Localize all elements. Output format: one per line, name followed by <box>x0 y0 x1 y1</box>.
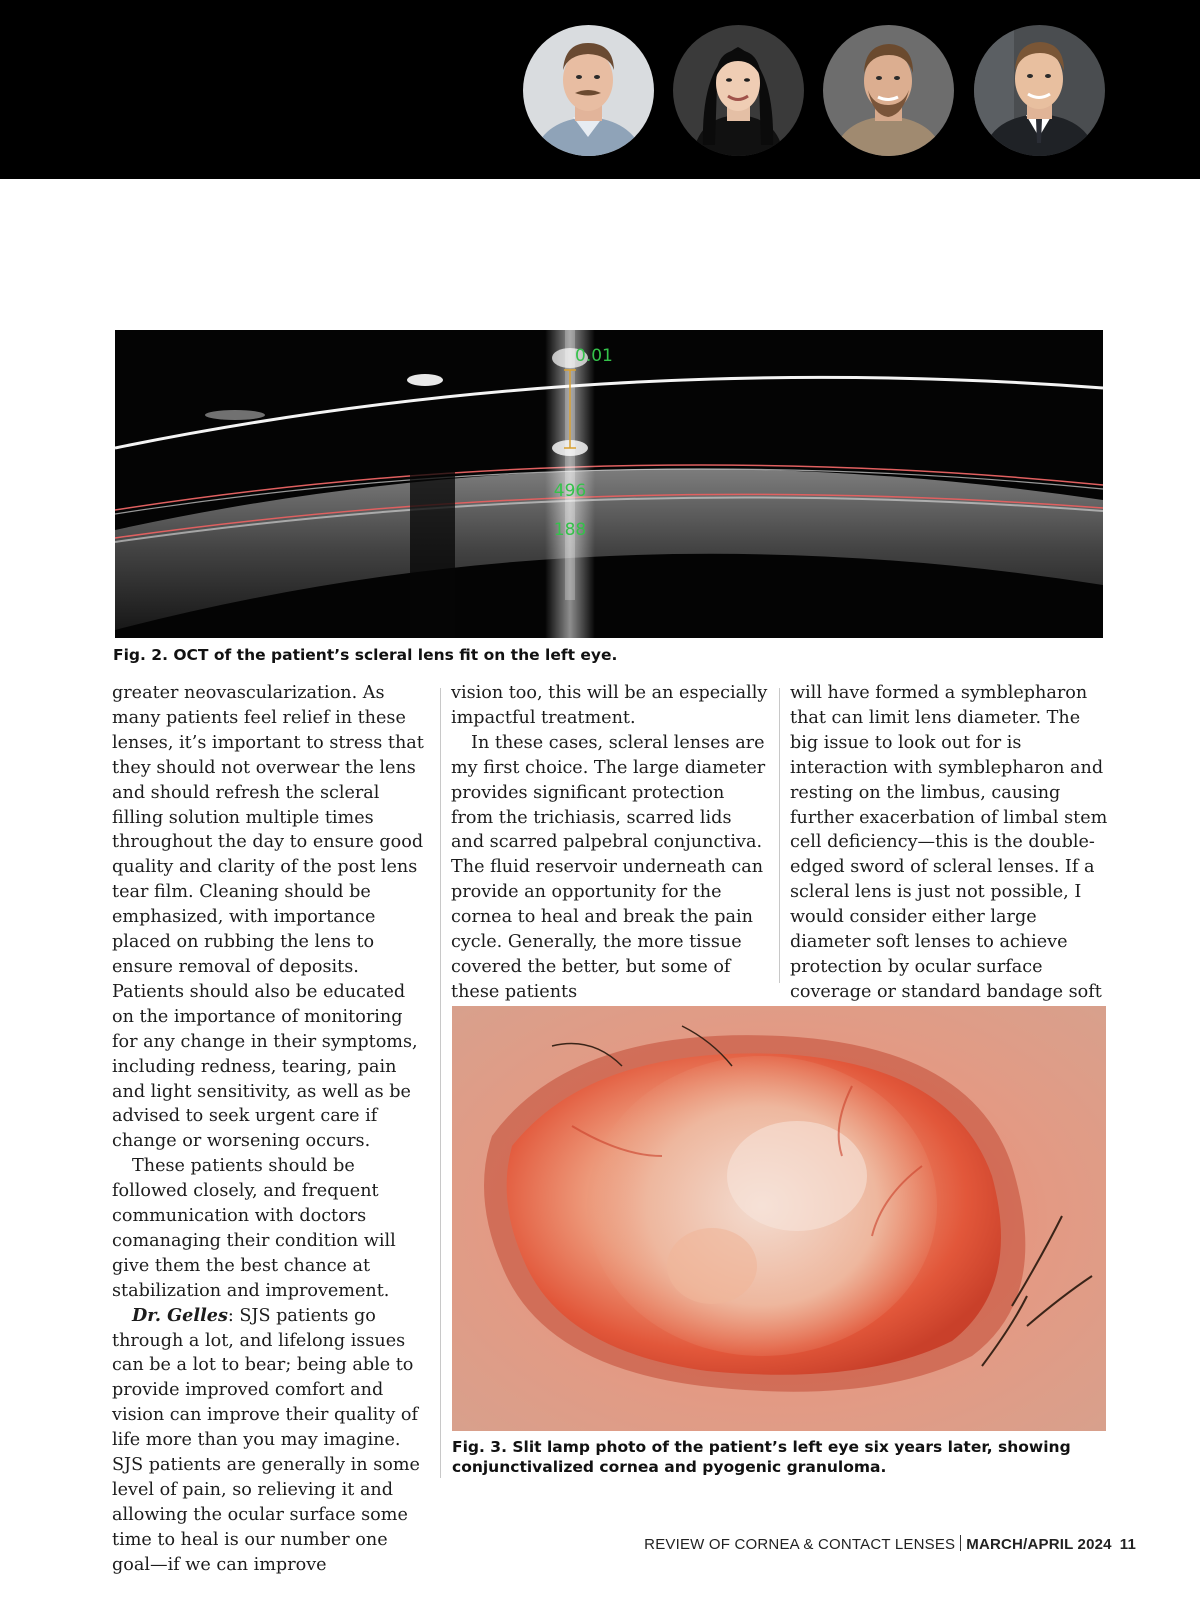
paragraph <box>112 1304 430 1578</box>
oct-image <box>115 330 1103 638</box>
oct-measurement-3: 188 <box>553 520 587 540</box>
figure-3-caption: Fig. 3. Slit lamp photo of the patient’s left eye six years later, showing conjunctivalized cornea and pyogenic granuloma. <box>452 1438 1071 1476</box>
oct-measurement-1: 0.01 <box>575 346 613 366</box>
issue-date: MARCH/APRIL 2024 <box>966 1536 1112 1553</box>
author-portrait-4-icon <box>974 25 1105 156</box>
paragraph: In these cases, scleral lenses are my first choice. The large diameter provides significant protection from the trichiasis, scarred lids and scarred palpebral conjunctiva. The fluid reservoir underneath can provide an opportunity for the cornea to heal and break the pain cycle. Generally, the more tissue covered the better, but some of these patients <box>451 732 766 1002</box>
paragraph: These patients should be followed closely, and frequent communication with doctors comanaging their condition will give them the best chance at stabilization and improvement. <box>112 1156 396 1301</box>
footer-divider <box>960 1535 961 1551</box>
column-divider <box>779 688 780 983</box>
paragraph-text: : SJS patients go through a lot, and lifelong issues can be a lot to bear; being able to provide improved comfort and vision can improve their quality of life more than you may imagine. SJS patients are generally in some level of pain, so relieving it and allowing the ocular surface some time to heal is our number one goal—if we can improve <box>112 1305 420 1575</box>
oct-measurement-2: 496 <box>553 481 587 501</box>
header-band <box>0 0 1200 179</box>
body-column-1 <box>112 681 430 1578</box>
speaker-name: Dr. Gelles <box>132 1304 228 1326</box>
paragraph: vision too, this will be an especially impactful treatment. <box>451 683 768 728</box>
author-portrait-2-icon <box>673 25 804 156</box>
figure-2-caption: Fig. 2. OCT of the patient’s scleral lens fit on the left eye. <box>113 646 618 664</box>
column-divider <box>440 688 441 1478</box>
journal-name: REVIEW OF CORNEA & CONTACT LENSES <box>644 1536 956 1553</box>
slit-lamp-photo <box>452 1006 1106 1431</box>
author-portrait-3-icon <box>823 25 954 156</box>
page-footer <box>644 1535 1136 1553</box>
page-number: 11 <box>1119 1536 1136 1553</box>
author-portrait-1-icon <box>523 25 654 156</box>
body-column-2 <box>451 681 769 1005</box>
paragraph: will have formed a symblepharon that can limit lens diameter. The big issue to look out for is interaction with symblepharon and resting on the limbus, causing further exacerbation of limbal stem cell deficiency—this is the double-edged sword of scleral lenses. If a scleral lens is just not possible, I would consider either large diameter soft lenses to achieve protection by ocular surface coverage or standard bandage soft <box>790 683 1108 1002</box>
paragraph: greater neovascularization. As many patients feel relief in these lenses, it’s important to stress that they should not overwear the lens and should refresh the scleral filling solution multiple times throughout the day to ensure good quality and clarity of the post lens tear film. Cleaning should be emphasized, with importance placed on rubbing the lens to ensure removal of deposits. Patients should also be educated on the importance of monitoring for any change in their symptoms, including redness, tearing, pain and light sensitivity, as well as be advised to seek urgent care if change or worsening occurs. <box>112 683 424 1152</box>
body-column-3 <box>790 681 1108 1030</box>
